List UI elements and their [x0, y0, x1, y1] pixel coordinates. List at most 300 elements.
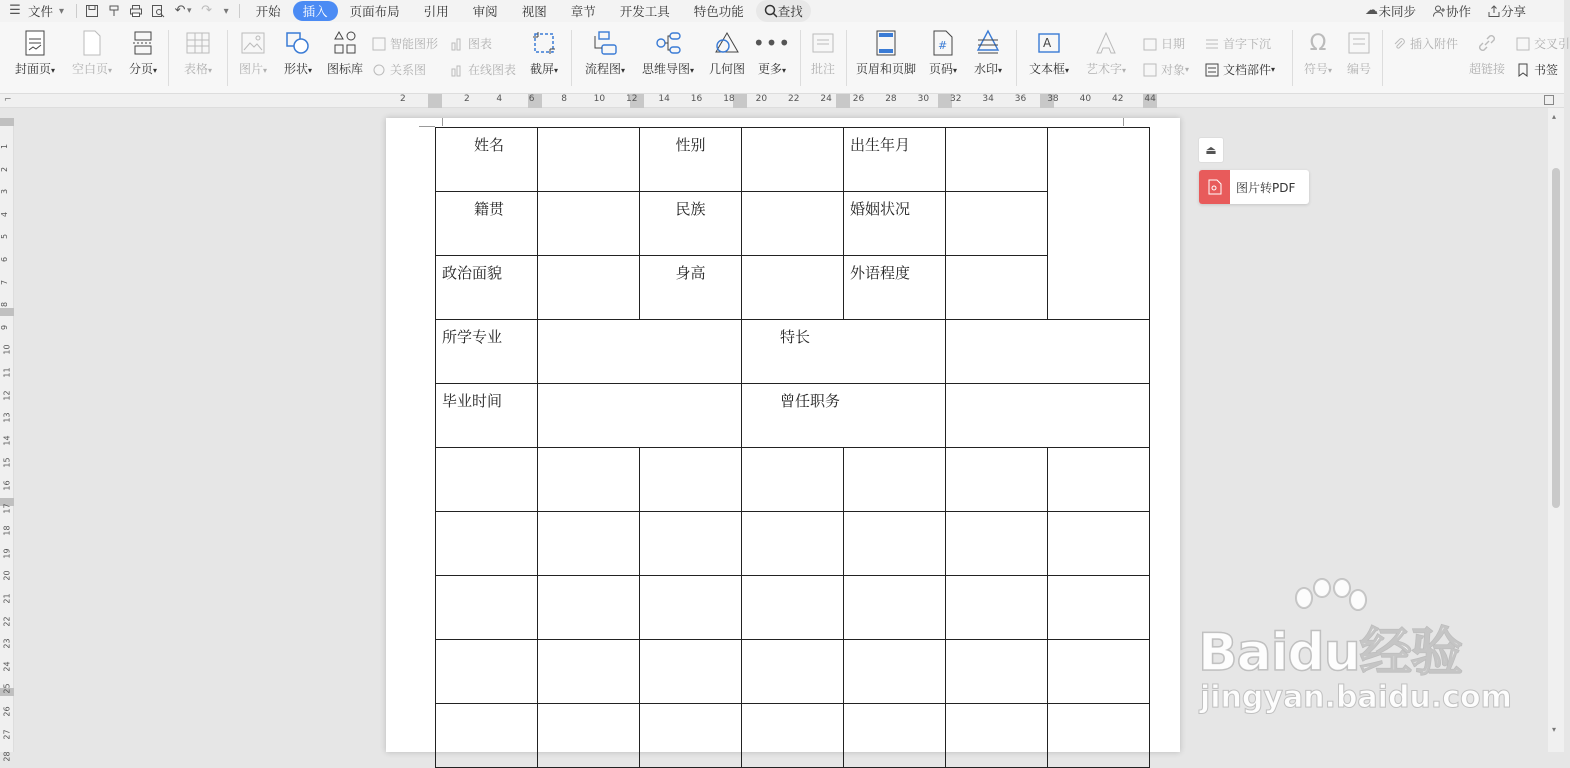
tab-section[interactable]: 章节 [570, 4, 596, 19]
cell-marital-label[interactable]: 婚姻状况 [844, 192, 946, 256]
pdf-icon [1199, 170, 1230, 204]
page-break-label: 分页 [128, 62, 153, 76]
table-row [436, 256, 1150, 320]
ruler-number: 40 [1079, 94, 1092, 104]
ruler-number: 27 [2, 729, 12, 740]
cell-height-value[interactable] [742, 256, 844, 320]
table-cell[interactable] [1048, 512, 1150, 576]
format-painter-icon [107, 4, 121, 18]
bookmark-label: 书签 [1534, 63, 1559, 77]
tab-insert[interactable]: 插入 [293, 1, 338, 21]
number-button[interactable] [1344, 22, 1374, 77]
image-to-pdf-button[interactable] [1199, 170, 1309, 204]
comment-button[interactable] [809, 22, 837, 77]
ruler-number: 2 [400, 94, 406, 104]
image-to-pdf-label: 图片转PDF [1236, 180, 1296, 195]
cell-language-value[interactable] [946, 256, 1048, 320]
ruler-number: 30 [917, 94, 930, 104]
ruler-number: 26 [2, 706, 12, 717]
link-icon [1474, 30, 1500, 56]
corner-mark [442, 118, 443, 126]
save-button[interactable] [81, 0, 103, 22]
divider [846, 30, 847, 86]
table-cell[interactable] [844, 576, 946, 640]
watermark-url: jingyan.baidu.com [1200, 680, 1512, 715]
comment-icon [810, 30, 836, 56]
cross-reference-icon [1516, 37, 1530, 51]
table-cell[interactable] [742, 704, 844, 768]
tab-special[interactable]: 特色功能 [693, 4, 744, 19]
ruler-number: 6 [0, 256, 10, 263]
bookmark-button[interactable] [1516, 61, 1558, 78]
ruler-number: 2 [0, 166, 10, 172]
cell-photo[interactable] [1048, 128, 1150, 320]
doc-parts-button[interactable]: 文档部件 ▾ [1205, 61, 1275, 78]
blank-page-icon [79, 30, 105, 56]
ruler-number: 10 [2, 344, 12, 355]
more-button[interactable]: ••• 更多▾ [752, 31, 792, 76]
account-area [1356, 0, 1564, 22]
cell-ethnic-value[interactable] [742, 192, 844, 256]
table-cell[interactable] [844, 640, 946, 704]
ruler-number: 22 [788, 94, 800, 104]
cell-language-label[interactable]: 外语程度 [844, 256, 946, 320]
cell-name-label[interactable]: 姓名 [436, 128, 538, 192]
online-chart-button[interactable] [450, 61, 516, 78]
table-cell[interactable] [436, 640, 538, 704]
wordart-icon [1093, 30, 1119, 56]
insert-attachment-label: 插入附件 [1410, 37, 1459, 51]
collapse-panel-button[interactable] [1198, 137, 1224, 163]
table-cell[interactable] [640, 640, 742, 704]
print-preview-button[interactable] [147, 0, 169, 22]
table-cell[interactable] [538, 704, 640, 768]
print-button[interactable] [125, 0, 147, 22]
scroll-down-icon[interactable]: ▾ [1552, 725, 1557, 734]
dropcap-label: 首字下沉 [1223, 37, 1272, 51]
relation-chart-label: 关系图 [390, 63, 427, 77]
page-break-button[interactable]: 分页▾ [125, 22, 161, 77]
ruler-number: 5 [0, 234, 10, 240]
table-row [436, 128, 1150, 192]
tab-page-layout[interactable]: 页面布局 [349, 4, 400, 19]
table-cell[interactable] [538, 512, 640, 576]
ruler-number: 38 [1047, 94, 1059, 104]
hamburger-icon: ☰ [9, 3, 21, 18]
table-cell[interactable] [538, 448, 640, 512]
ruler-number: 18 [723, 94, 735, 104]
chevron-down-icon: ▾ [223, 5, 229, 17]
ruler-number: 1 [0, 143, 10, 150]
ruler-number: 12 [2, 390, 12, 401]
ruler-number: 7 [0, 279, 10, 285]
user-icon [1432, 4, 1446, 18]
picture-icon [240, 30, 266, 56]
watermark-button[interactable]: 水印▾ [970, 22, 1006, 77]
cell-grad-value[interactable] [538, 384, 742, 448]
ruler-row-marker[interactable] [0, 118, 14, 126]
ruler-number: 20 [2, 570, 12, 581]
scrollbar-thumb[interactable] [1552, 168, 1560, 508]
table-cell[interactable] [538, 576, 640, 640]
table-row [436, 448, 1150, 512]
shape-label: 形状 [283, 62, 308, 76]
shape-icon [285, 30, 311, 56]
date-label: 日期 [1161, 37, 1186, 51]
ruler-number: 13 [2, 412, 12, 423]
ruler-number: 3 [0, 189, 10, 195]
table-cell[interactable] [1048, 704, 1150, 768]
blank-page-label: 空白页 [71, 62, 108, 76]
ruler-toggle-icon[interactable] [1544, 95, 1554, 105]
cell-former-post-label[interactable]: 曾任职务 [742, 384, 946, 448]
undo-button[interactable] [169, 0, 196, 22]
ruler-number: 24 [2, 661, 12, 672]
shape-button[interactable]: 形状▾ [280, 22, 316, 77]
table-cell[interactable] [742, 512, 844, 576]
table-row [436, 576, 1150, 640]
cell-birth-value[interactable] [946, 128, 1048, 192]
comment-label: 批注 [810, 62, 835, 76]
ruler-column-marker[interactable] [836, 94, 850, 108]
geometry-icon [714, 30, 740, 56]
share-label: 分享 [1500, 4, 1526, 19]
ruler-column-marker[interactable] [733, 94, 747, 108]
ruler-number: 36 [1014, 94, 1027, 104]
dropcap-icon [1205, 37, 1219, 51]
ruler-number: 2 [464, 94, 470, 104]
online-chart-icon [450, 63, 464, 77]
file-menu[interactable] [0, 0, 72, 22]
paperclip-icon [1392, 37, 1406, 51]
ruler-number: 4 [496, 94, 503, 104]
table-cell[interactable] [742, 640, 844, 704]
ruler-number: 10 [593, 94, 606, 104]
textbox-icon [1036, 30, 1062, 56]
table-cell[interactable] [436, 448, 538, 512]
horizontal-ruler[interactable] [0, 94, 1564, 108]
table-cell[interactable] [844, 448, 946, 512]
cover-page-button[interactable]: 封面页▾ [12, 22, 58, 77]
table-cell[interactable] [1048, 640, 1150, 704]
vertical-scrollbar[interactable] [1548, 108, 1564, 752]
divider [76, 4, 77, 18]
tab-stop-icon[interactable]: ⌐ [4, 95, 12, 105]
svg-text:#: # [938, 39, 948, 52]
more-label: 更多 [757, 62, 782, 76]
screenshot-label: 截屏 [529, 62, 554, 76]
ruler-number: 6 [528, 94, 535, 104]
cover-page-icon [22, 30, 48, 56]
cell-specialty-value[interactable] [946, 320, 1150, 384]
cell-grad-label[interactable]: 毕业时间 [436, 384, 538, 448]
redo-icon: ↷ [201, 3, 213, 18]
cell-gender-label[interactable]: 性别 [640, 128, 742, 192]
cell-birth-label[interactable]: 出生年月 [844, 128, 946, 192]
tab-view[interactable]: 视图 [521, 4, 547, 19]
document-page[interactable] [386, 118, 1180, 752]
ruler-number: 42 [1112, 94, 1124, 104]
bookmark-icon [1516, 63, 1530, 77]
symbol-label: 符号 [1303, 62, 1328, 76]
tab-start[interactable]: 开始 [255, 4, 281, 19]
cell-major-label[interactable]: 所学专业 [436, 320, 538, 384]
ruler-number: 8 [0, 302, 10, 308]
cell-political-label[interactable]: 政治面貌 [436, 256, 538, 320]
svg-text:A: A [1043, 36, 1052, 50]
redo-button[interactable] [196, 0, 218, 22]
cell-name-value[interactable] [538, 128, 640, 192]
ruler-number: 14 [2, 435, 12, 446]
ruler-number: 8 [561, 94, 567, 104]
header-footer-button[interactable] [855, 22, 917, 77]
page-number-label: 页码 [928, 62, 953, 76]
ruler-column-marker[interactable] [428, 94, 442, 108]
table-label: 表格 [183, 62, 208, 76]
picture-button[interactable]: 图片▾ [236, 22, 270, 77]
divider [239, 4, 240, 18]
table-cell[interactable] [1048, 448, 1150, 512]
search-button[interactable] [756, 0, 811, 22]
undo-icon: ↶ [174, 3, 186, 18]
mindmap-label: 思维导图 [641, 62, 690, 76]
table-cell[interactable] [436, 512, 538, 576]
number-label: 编号 [1346, 62, 1371, 76]
table-row [436, 384, 1150, 448]
save-icon [85, 4, 99, 18]
ruler-number: 16 [690, 94, 703, 104]
cell-gender-value[interactable] [742, 128, 844, 192]
wordart-button[interactable]: 艺术字▾ [1082, 22, 1130, 77]
geometry-button[interactable] [707, 22, 747, 77]
chevron-down-icon: ▾ [187, 6, 192, 16]
flowchart-icon [592, 30, 618, 56]
paw-logo-icon [1290, 580, 1370, 640]
table-cell[interactable] [742, 576, 844, 640]
table-row [436, 192, 1150, 256]
cloud-icon: ☁ [1364, 3, 1378, 18]
tab-developer[interactable]: 开发工具 [619, 4, 670, 19]
eject-icon: ⏏ [1205, 143, 1217, 157]
print-preview-icon [151, 4, 165, 18]
hyperlink-label: 超链接 [1468, 62, 1505, 76]
ruler-number: 23 [2, 638, 12, 649]
ruler-number: 22 [2, 616, 12, 627]
sync-label: 未同步 [1378, 4, 1416, 19]
textbox-label: 文本框 [1028, 62, 1065, 76]
ruler-number: 44 [1144, 94, 1156, 104]
tab-review[interactable]: 审阅 [472, 4, 498, 19]
table-cell[interactable] [946, 640, 1048, 704]
smart-shape-label: 智能图形 [390, 37, 439, 51]
search-label: 查找 [777, 4, 803, 19]
resume-table[interactable] [435, 127, 1150, 768]
flowchart-button[interactable]: 流程图▾ [582, 22, 628, 77]
relation-chart-icon [372, 63, 386, 77]
table-cell[interactable] [946, 512, 1048, 576]
header-footer-label: 页眉和页脚 [855, 62, 916, 76]
ruler-number: 28 [885, 94, 897, 104]
cell-major-value[interactable] [538, 320, 742, 384]
ruler-row-marker[interactable] [0, 308, 14, 316]
ruler-number: 15 [2, 457, 12, 468]
cover-page-label: 封面页 [14, 62, 51, 76]
ruler-number: 12 [626, 94, 638, 104]
corner-mark [419, 126, 435, 127]
geometry-label: 几何图 [708, 62, 745, 76]
icon-library-icon [332, 30, 358, 56]
cell-native-label[interactable]: 籍贯 [436, 192, 538, 256]
table-cell[interactable] [946, 448, 1048, 512]
table-cell[interactable] [946, 704, 1048, 768]
ruler-number: 4 [0, 211, 10, 217]
corner-mark [1123, 118, 1124, 126]
flowchart-label: 流程图 [584, 62, 621, 76]
table-cell[interactable] [946, 576, 1048, 640]
ruler-number: 19 [2, 548, 12, 559]
ribbon-insert [0, 22, 1570, 94]
watermark-brand: Baidu经验 [1198, 623, 1462, 683]
cross-reference-button[interactable] [1516, 35, 1570, 52]
calendar-icon [1143, 37, 1157, 51]
quick-access-dropdown[interactable] [218, 0, 235, 22]
chart-label: 图表 [468, 37, 493, 51]
textbox-button[interactable]: A 文本框▾ [1026, 22, 1072, 77]
cell-former-post-value[interactable] [946, 384, 1150, 448]
divider [168, 30, 169, 86]
table-cell[interactable] [436, 704, 538, 768]
table-row [436, 512, 1150, 576]
ruler-number: 9 [0, 324, 10, 330]
format-painter-button[interactable] [103, 0, 125, 22]
tab-references[interactable]: 引用 [423, 4, 449, 19]
cell-marital-value[interactable] [946, 192, 1048, 256]
print-icon [129, 4, 143, 18]
watermark-icon [975, 30, 1001, 56]
menu-bar [0, 0, 1564, 22]
divider [571, 30, 572, 86]
table-button[interactable]: 表格▾ [180, 22, 216, 77]
table-row [436, 320, 1150, 384]
ruler-number: 14 [658, 94, 670, 104]
ruler-number: 26 [852, 94, 865, 104]
cross-reference-label: 交叉引 [1534, 37, 1570, 51]
insert-attachment-button[interactable] [1392, 35, 1458, 52]
divider [800, 30, 801, 86]
cell-political-value[interactable] [538, 256, 640, 320]
scroll-up-icon[interactable]: ▴ [1552, 112, 1557, 121]
mindmap-icon [655, 30, 681, 56]
page-number-icon [930, 30, 956, 56]
chart-button[interactable] [450, 35, 492, 52]
header-footer-icon [873, 30, 899, 56]
ruler-number: 16 [2, 480, 12, 491]
ruler-number: 25 [2, 683, 12, 694]
screenshot-button[interactable]: 截屏▾ [526, 22, 562, 77]
table-cell[interactable] [436, 576, 538, 640]
doc-parts-icon [1205, 63, 1219, 77]
table-icon [185, 30, 211, 56]
icon-library-label: 图标库 [326, 62, 363, 76]
relation-chart-button[interactable] [372, 61, 426, 78]
cell-native-value[interactable] [538, 192, 640, 256]
ruler-number: 32 [950, 94, 962, 104]
collab-label: 协作 [1445, 4, 1471, 19]
divider [1292, 30, 1293, 86]
table-cell[interactable] [844, 512, 946, 576]
ruler-number: 28 [2, 751, 12, 762]
online-chart-label: 在线图表 [468, 63, 517, 77]
ruler-number: 20 [755, 94, 768, 104]
smart-shape-icon [372, 37, 386, 51]
symbol-button[interactable]: Ω 符号▾ [1303, 30, 1333, 76]
screenshot-icon [531, 30, 557, 56]
table-row [436, 640, 1150, 704]
search-icon [764, 4, 778, 18]
cell-height-label[interactable]: 身高 [640, 256, 742, 320]
collab-button[interactable] [1424, 0, 1479, 22]
ruler-number: 21 [2, 593, 12, 604]
dropcap-button[interactable] [1205, 35, 1271, 52]
ruler-number: 17 [2, 503, 12, 514]
baidu-watermark [1198, 580, 1512, 730]
table-row [436, 704, 1150, 768]
table-cell[interactable] [538, 640, 640, 704]
mindmap-button[interactable]: 思维导图▾ [639, 22, 697, 77]
divider [227, 30, 228, 86]
divider [1382, 30, 1383, 86]
ruler-number: 24 [820, 94, 832, 104]
more-icon: ••• [752, 31, 792, 55]
page-break-icon [130, 30, 156, 56]
date-button[interactable] [1143, 35, 1185, 52]
table-cell[interactable] [640, 704, 742, 768]
share-icon [1487, 4, 1501, 18]
doc-parts-label: 文档部件 [1223, 63, 1272, 77]
divider [1016, 30, 1017, 86]
object-icon [1143, 63, 1157, 77]
chart-icon [450, 37, 464, 51]
omega-icon: Ω [1309, 30, 1327, 56]
vertical-ruler[interactable] [0, 118, 14, 762]
share-button[interactable] [1479, 0, 1564, 22]
table-cell[interactable] [640, 512, 742, 576]
cell-specialty-label[interactable]: 特长 [742, 320, 946, 384]
numbering-icon [1346, 30, 1372, 56]
object-button[interactable]: 对象 ▾ [1143, 61, 1189, 78]
table-cell[interactable] [844, 704, 946, 768]
blank-page-button[interactable]: 空白页▾ [68, 22, 116, 77]
wordart-label: 艺术字 [1085, 62, 1122, 76]
table-cell[interactable] [640, 448, 742, 512]
object-label: 对象 [1161, 63, 1186, 77]
ruler-number: 11 [2, 367, 12, 378]
ruler-number: 34 [982, 94, 994, 104]
table-cell[interactable] [742, 448, 844, 512]
chevron-down-icon: ▾ [59, 5, 65, 17]
icon-library-button[interactable] [326, 22, 364, 77]
watermark-label: 水印 [973, 62, 998, 76]
table-cell[interactable] [1048, 576, 1150, 640]
smart-shape-button[interactable] [372, 35, 438, 52]
picture-label: 图片 [238, 62, 263, 76]
hyperlink-button[interactable] [1466, 22, 1508, 77]
sync-status[interactable] [1356, 0, 1424, 22]
ruler-scale [398, 94, 1164, 108]
cell-ethnic-label[interactable]: 民族 [640, 192, 742, 256]
page-number-button[interactable]: # 页码▾ [926, 22, 960, 77]
table-cell[interactable] [640, 576, 742, 640]
